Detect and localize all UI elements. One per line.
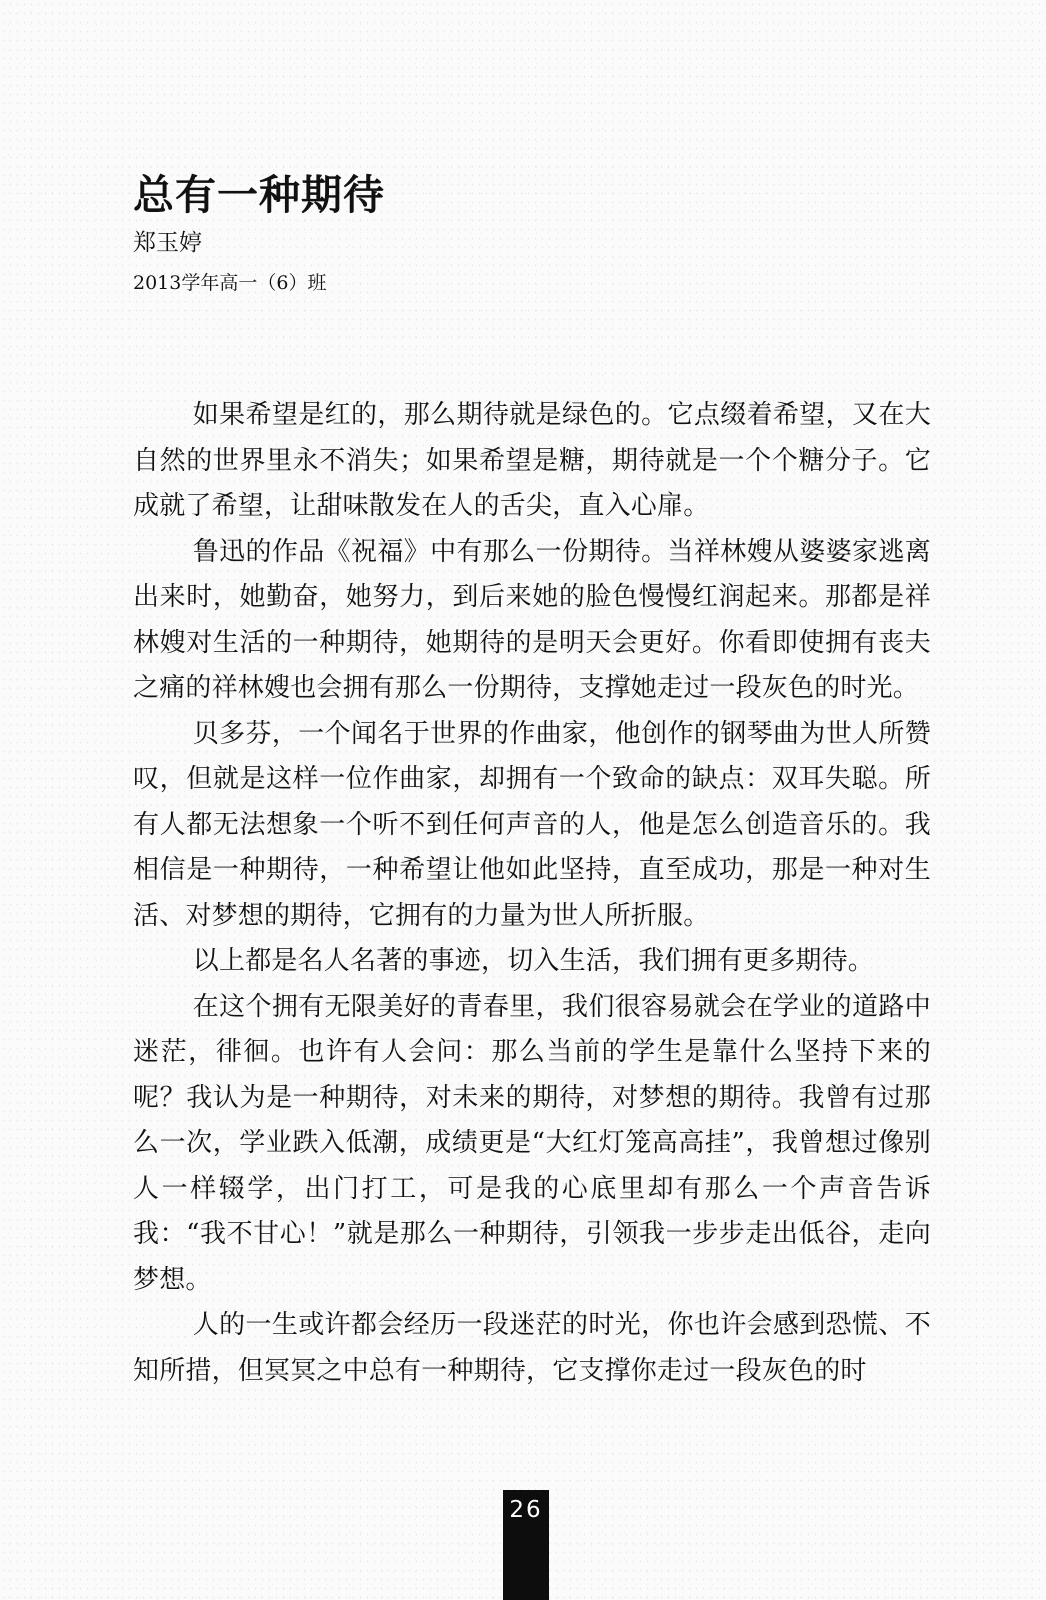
paragraph: 以上都是名人名著的事迹，切入生活，我们拥有更多期待。	[192, 946, 874, 976]
class-info: 2013学年高一（6）班	[133, 272, 327, 294]
paragraph: 人的一生或许都会经历一段迷茫的时光，你也许会感到恐慌、不知所措，但冥冥之中总有一种期待，它支撑你走过一段灰色的时	[133, 1310, 931, 1386]
article-title: 总有一种期待	[133, 171, 385, 219]
paragraph: 如果希望是红的，那么期待就是绿色的。它点缀着希望，又在大自然的世界里永不消失；如果希望是糖，期待就是一个个糖分子。它成就了希望，让甜味散发在人的舌尖，直入心扉。	[133, 400, 931, 521]
paragraph: 贝多芬，一个闻名于世界的作曲家，他创作的钢琴曲为世人所赞叹，但就是这样一位作曲家，却拥有一个致命的缺点：双耳失聪。所有人都无法想象一个听不到任何声音的人，他是怎么创造音乐的。我相信是一种期待，一种希望让他如此坚持，直至成功，那是一种对生活、对梦想的期待，它拥有的力量为世人所折服。	[133, 718, 931, 931]
paragraph: 鲁迅的作品《祝福》中有那么一份期待。当祥林嫂从婆婆家逃离出来时，她勤奋，她努力，到后来她的脸色慢慢红润起来。那都是祥林嫂对生活的一种期待，她期待的是明天会更好。你看即使拥有丧夫之痛的祥林嫂也会拥有那么一份期待，支撑她走过一段灰色的时光。	[133, 536, 931, 703]
paragraph: 在这个拥有无限美好的青春里，我们很容易就会在学业的道路中迷茫，徘徊。也许有人会问：那么当前的学生是靠什么坚持下来的呢？我认为是一种期待，对未来的期待，对梦想的期待。我曾有过那么一次，学业跌入低潮，成绩更是“大红灯笼高高挂”，我曾想过像别人一样辍学，出门打工，可是我的心底里却有那么一个声音告诉我：“我不甘心！”就是那么一种期待，引领我一步步走出低谷，走向梦想。	[133, 991, 931, 1295]
article-body	[133, 393, 931, 1394]
page-number: 26	[503, 1490, 549, 1600]
author-name: 郑玉婷	[133, 230, 202, 256]
